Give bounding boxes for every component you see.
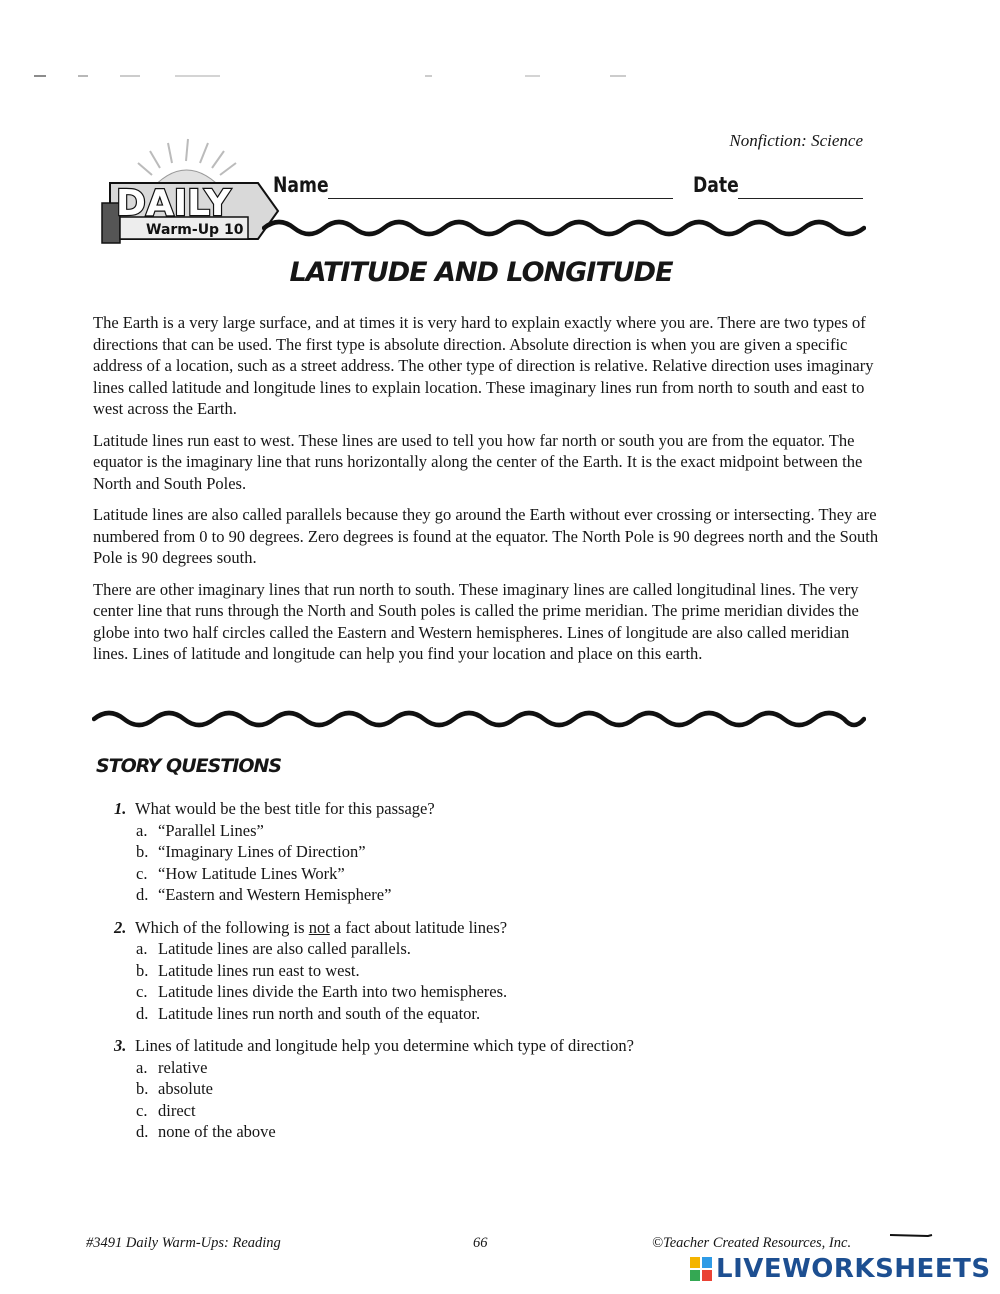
option-text: absolute	[158, 1079, 213, 1098]
passage-paragraph: The Earth is a very large surface, and at times it is very hard to explain exactly where you are. There are two types of directions that can be used. The first type is absolute direction. Absolute direction is when you are given a specific address of a location, such as a street address. The other type of direction is relative. Relative direction uses imaginary lines called latitude and longitude lines to explain location. These imaginary lines run from north to south and east to west across the Earth.	[93, 313, 874, 418]
option-letter: c.	[136, 1100, 148, 1120]
option-letter: c.	[136, 863, 148, 883]
answer-option[interactable]	[114, 1057, 874, 1079]
option-letter: d.	[136, 885, 149, 904]
question-stem: What would be the best title for this passage?	[135, 799, 435, 818]
middle-wave-divider	[92, 705, 866, 733]
name-field[interactable]	[328, 198, 673, 199]
answer-option[interactable]	[114, 884, 874, 906]
scan-artifact-mark	[888, 1232, 934, 1240]
answer-option[interactable]	[114, 820, 874, 842]
question-2	[114, 917, 874, 1025]
question-1	[114, 798, 874, 906]
top-wave-divider	[262, 214, 866, 242]
question-number: 2.	[114, 917, 127, 937]
option-letter: b.	[136, 1079, 149, 1098]
question-stem: Which of the following is	[135, 917, 309, 937]
footer-page-number: 66	[473, 1235, 488, 1251]
answer-option[interactable]	[114, 1121, 874, 1143]
reading-passage	[93, 312, 883, 675]
question-number: 3.	[114, 1036, 127, 1055]
date-label: Date	[693, 173, 739, 197]
option-letter: b.	[136, 842, 149, 861]
story-questions-heading: STORY QUESTIONS	[96, 755, 282, 777]
answer-option[interactable]	[114, 938, 874, 960]
question-number: 1.	[114, 799, 127, 818]
option-letter: c.	[136, 982, 148, 1001]
option-text: “How Latitude Lines Work”	[158, 863, 345, 883]
option-letter: a.	[136, 939, 148, 958]
answer-option[interactable]	[114, 960, 874, 982]
logo-badge: Warm-Up 10	[146, 222, 244, 238]
option-letter: a.	[136, 820, 148, 840]
liveworksheets-logo-icon	[690, 1257, 712, 1281]
option-text: Latitude lines divide the Earth into two hemispheres.	[158, 982, 508, 1001]
passage-paragraph: Latitude lines are also called parallels because they go around the Earth without ever crossing or intersecting. They are numbered from 0 to 90 degrees. Zero degrees is found at the equator. The North Pole is 90 degrees north and the South Pole is 90 degrees south.	[93, 505, 879, 567]
option-text: “Parallel Lines”	[158, 820, 264, 840]
option-letter: d.	[136, 1003, 149, 1023]
option-text: Latitude lines run north and south of the equator.	[158, 1003, 481, 1023]
logo-word: DAILY	[116, 183, 231, 224]
passage-paragraph: There are other imaginary lines that run north to south. These imaginary lines are called longitudinal lines. The very center line that runs through the North and South poles is called the prime meridian. The prime meridian divides the globe into two half circles called the Eastern and Western hemispheres. Lines of longitude are also called meridian lines. Lines of latitude and longitude can help you find your location and place on this earth.	[93, 579, 859, 663]
passage-paragraph: Latitude lines run east to west. These lines are used to tell you how far north or south you are from the equator. The equator is the imaginary line that runs horizontally along the center of the Earth. It is the exact midpoint between the North and South Poles.	[93, 430, 863, 493]
answer-option[interactable]	[114, 1003, 874, 1025]
name-label: Name	[273, 173, 329, 197]
option-text: Latitude lines are also called parallels.	[158, 939, 411, 958]
option-letter: b.	[136, 960, 149, 980]
page-title: LATITUDE AND LONGITUDE	[289, 257, 673, 288]
question-3	[114, 1035, 874, 1143]
question-list	[114, 798, 874, 1154]
option-letter: a.	[136, 1057, 148, 1077]
option-text: relative	[158, 1057, 208, 1077]
date-field[interactable]	[738, 198, 863, 199]
subject-label: Nonfiction: Science	[729, 131, 863, 150]
question-stem-end: a fact about latitude lines?	[329, 917, 508, 937]
option-letter: d.	[136, 1122, 149, 1141]
answer-option[interactable]	[114, 863, 874, 885]
answer-option[interactable]	[114, 1100, 874, 1122]
option-text: direct	[158, 1100, 196, 1120]
option-text: “Imaginary Lines of Direction”	[158, 842, 366, 861]
watermark-text: LIVEWORKSHEETS	[716, 1254, 991, 1284]
scan-artifact-marks	[30, 74, 630, 78]
footer-copyright: ©Teacher Created Resources, Inc.	[652, 1235, 852, 1251]
footer-book-title: #3491 Daily Warm-Ups: Reading	[86, 1235, 281, 1251]
option-text: “Eastern and Western Hemisphere”	[158, 885, 392, 904]
answer-option[interactable]	[114, 981, 874, 1003]
question-stem: Lines of latitude and longitude help you determine which type of direction?	[135, 1036, 634, 1055]
option-text: Latitude lines run east to west.	[158, 960, 360, 980]
question-emphasis: not	[308, 917, 330, 937]
answer-option[interactable]	[114, 1078, 874, 1100]
option-text: none of the above	[158, 1122, 276, 1141]
answer-option[interactable]	[114, 841, 874, 863]
liveworksheets-watermark[interactable]	[690, 1253, 991, 1285]
